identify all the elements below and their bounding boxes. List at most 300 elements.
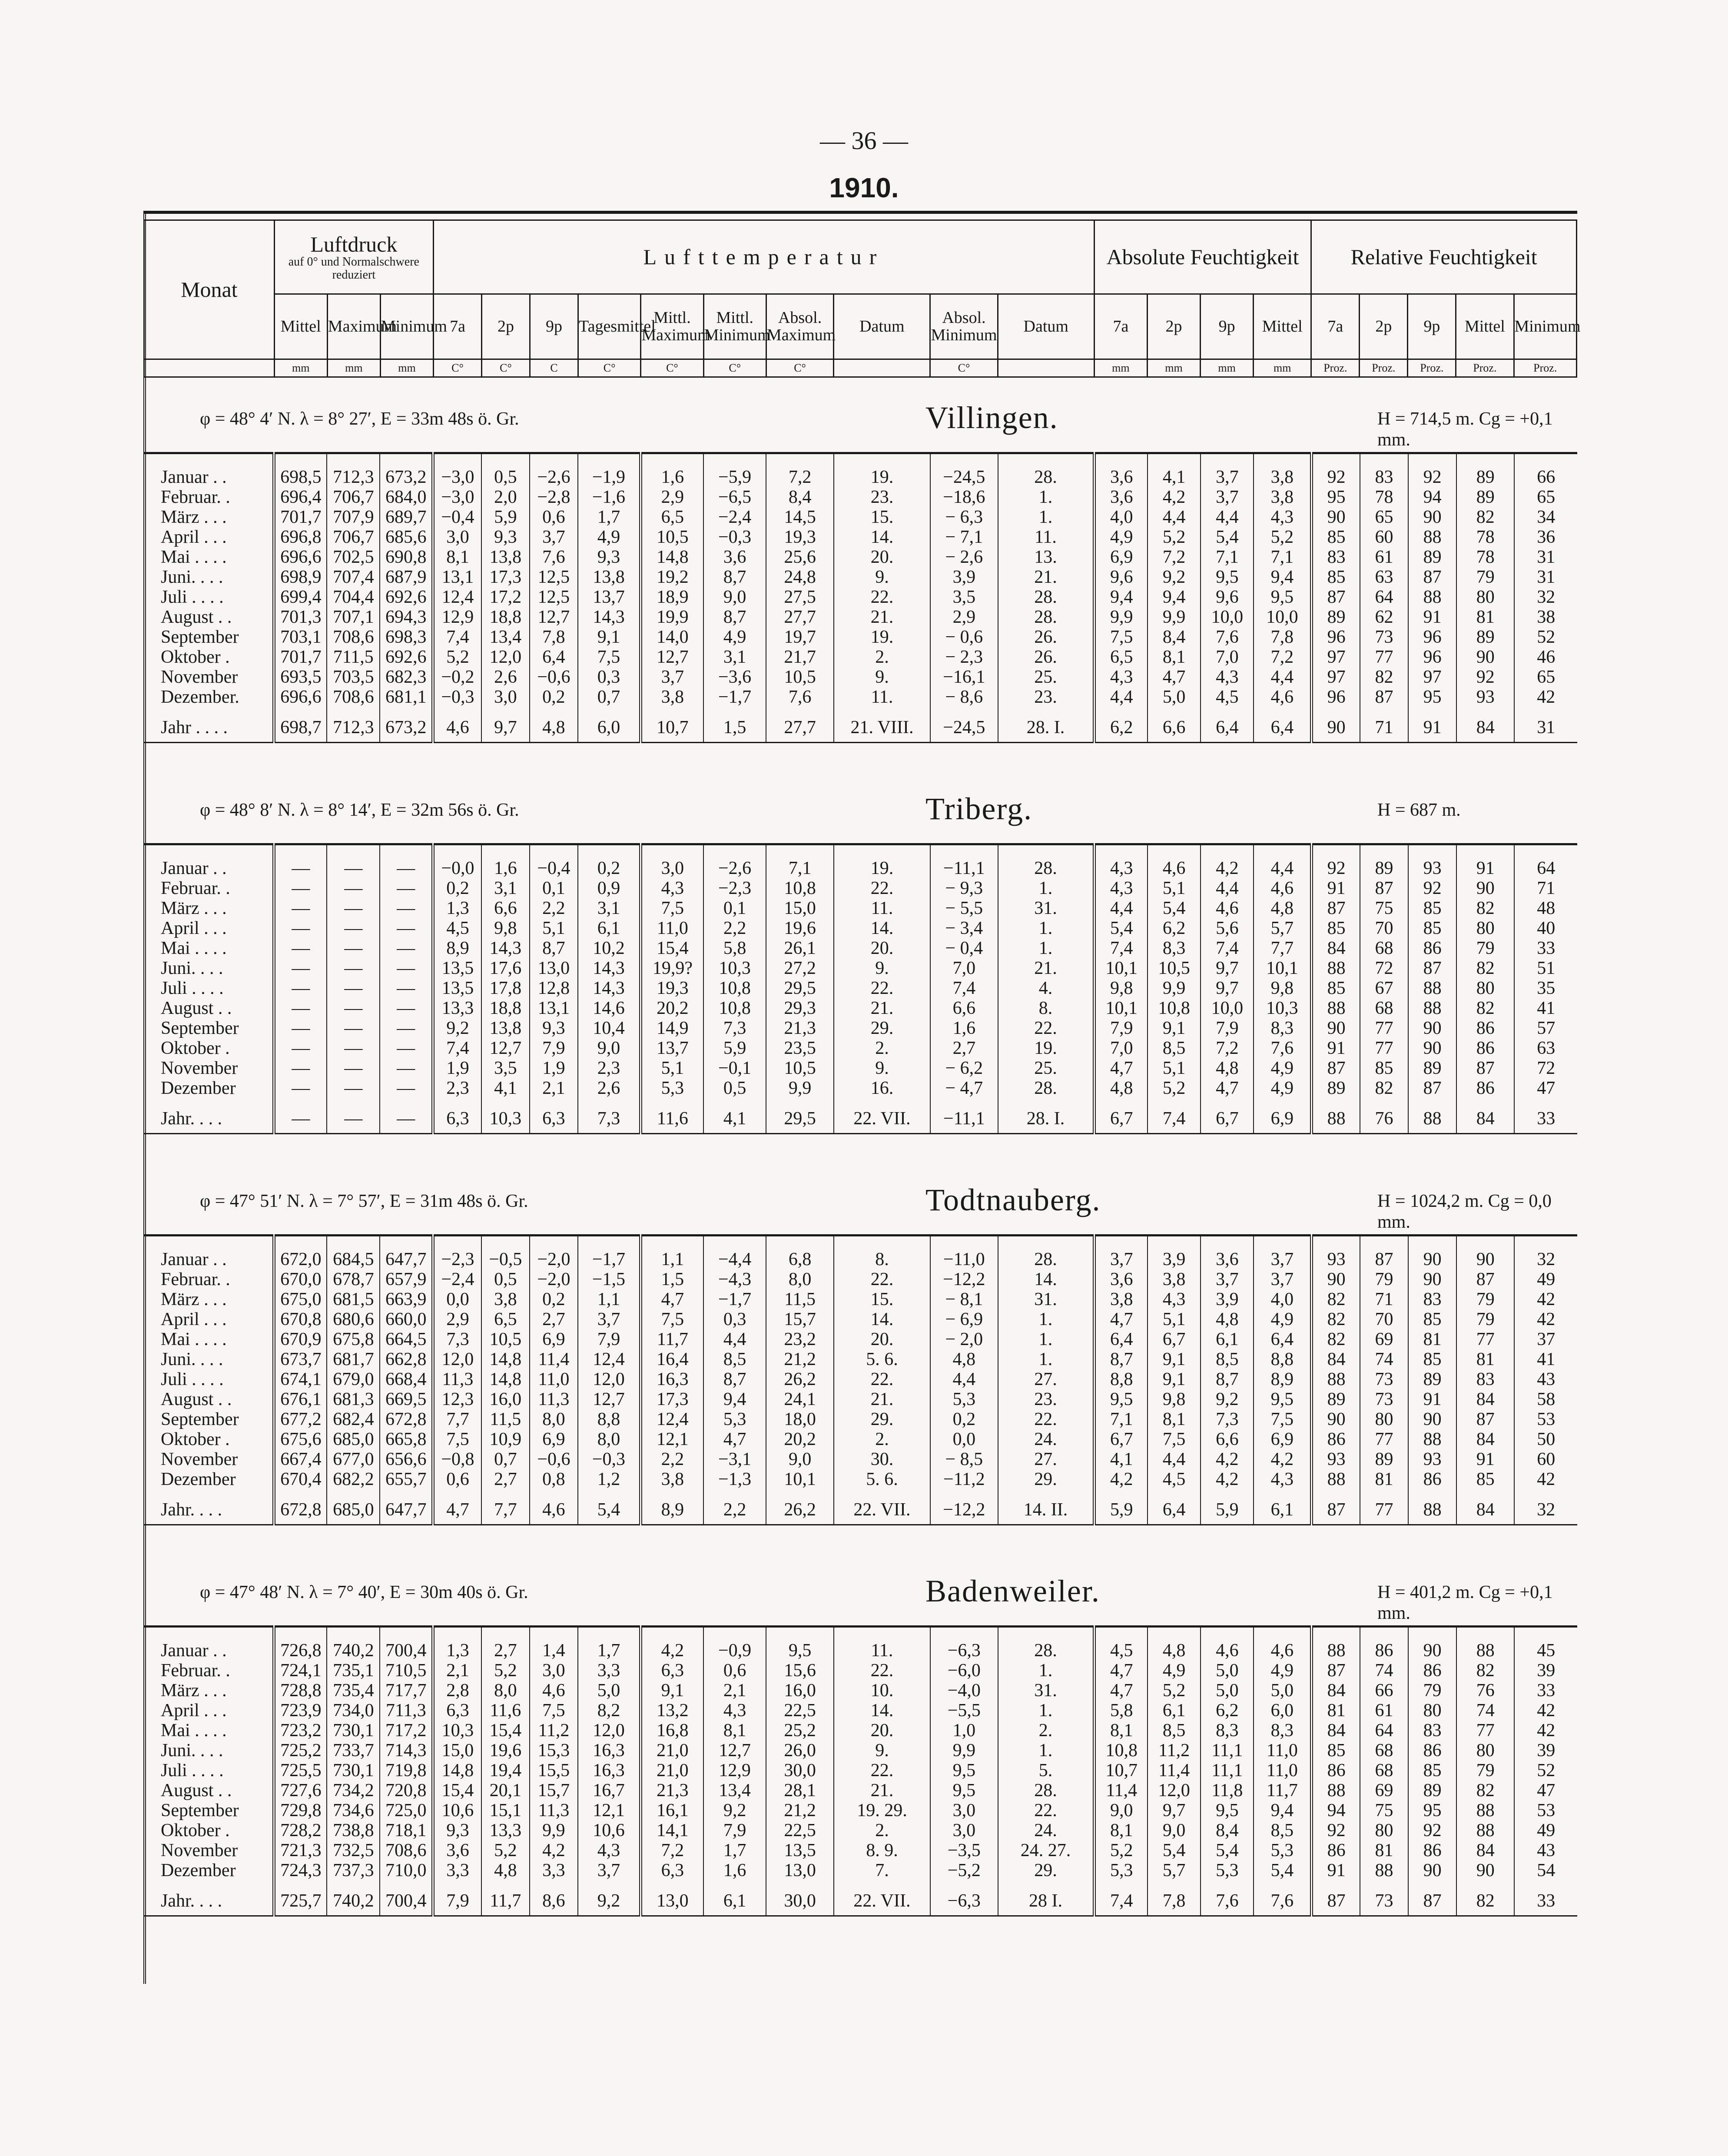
header-luftdruck-sub: auf 0° und Normalschwere reduziert bbox=[288, 255, 419, 282]
table-cell: − 0,6 bbox=[930, 627, 998, 647]
table-cell: 26,2 bbox=[766, 1489, 834, 1525]
table-cell: 9,2 bbox=[703, 1801, 766, 1820]
table-cell: 27. bbox=[998, 1449, 1095, 1469]
header-col: 2p bbox=[1360, 294, 1408, 359]
table-cell: 4,6 bbox=[1201, 898, 1254, 918]
header-unit: mm bbox=[1147, 359, 1200, 377]
table-cell: 82 bbox=[1312, 1329, 1360, 1349]
table-cell: 85 bbox=[1408, 1761, 1456, 1781]
table-cell: 23,5 bbox=[766, 1038, 834, 1058]
table-cell: 707,9 bbox=[327, 507, 380, 527]
table-cell: — bbox=[274, 1058, 327, 1078]
table-cell: 82 bbox=[1456, 507, 1514, 527]
table-cell: 36 bbox=[1514, 527, 1577, 547]
table-cell: 8,5 bbox=[703, 1349, 766, 1369]
table-cell: − 2,3 bbox=[930, 647, 998, 667]
table-cell: 15,7 bbox=[766, 1309, 834, 1329]
table-cell: 16,8 bbox=[640, 1721, 703, 1741]
table-cell: 91 bbox=[1456, 1449, 1514, 1469]
table-cell: 14. bbox=[834, 918, 930, 938]
table-cell: 2,2 bbox=[703, 918, 766, 938]
month-label: November bbox=[161, 667, 238, 687]
table-cell: 42 bbox=[1514, 687, 1577, 707]
table-cell: 7,8 bbox=[1254, 627, 1311, 647]
table-cell: 5,2 bbox=[1254, 527, 1311, 547]
table-cell: 88 bbox=[1312, 1627, 1360, 1661]
header-unit: C° bbox=[641, 359, 703, 377]
table-cell: 14,3 bbox=[578, 978, 640, 998]
table-cell: 15,4 bbox=[433, 1781, 481, 1801]
table-cell: 693,5 bbox=[274, 667, 327, 687]
table-cell: 5,1 bbox=[1148, 1058, 1201, 1078]
table-cell: 11,1 bbox=[1201, 1741, 1254, 1761]
table-cell: 86 bbox=[1408, 1840, 1456, 1860]
table-cell: 81 bbox=[1360, 1840, 1408, 1860]
table-cell: 4,1 bbox=[703, 1098, 766, 1134]
table-cell: − 8,6 bbox=[930, 687, 998, 707]
month-row bbox=[143, 453, 1577, 488]
table-cell: 725,7 bbox=[274, 1880, 327, 1916]
table-cell: 3,3 bbox=[578, 1661, 640, 1681]
table-cell: 15,4 bbox=[640, 938, 703, 958]
table-cell: 85 bbox=[1312, 1741, 1360, 1761]
month-label: November bbox=[161, 1449, 238, 1469]
table-cell: −2,4 bbox=[703, 507, 766, 527]
table-cell: 28. bbox=[998, 1627, 1095, 1661]
table-cell: — bbox=[380, 1078, 433, 1098]
table-cell: 14,9 bbox=[640, 1018, 703, 1038]
table-cell: 15,0 bbox=[433, 1741, 481, 1761]
table-cell: 5,3 bbox=[1201, 1860, 1254, 1880]
header-col: 7a bbox=[434, 294, 482, 359]
table-cell: 7,9 bbox=[578, 1329, 640, 1349]
table-cell: 1,1 bbox=[640, 1236, 703, 1270]
table-cell: 25. bbox=[998, 667, 1095, 687]
table-cell: − 2,6 bbox=[930, 547, 998, 567]
table-cell: 22. bbox=[834, 978, 930, 998]
table-cell: 4,2 bbox=[1201, 1469, 1254, 1489]
table-cell: 3,8 bbox=[1095, 1289, 1148, 1309]
table-cell: 82 bbox=[1456, 898, 1514, 918]
table-cell: 88 bbox=[1312, 1469, 1360, 1489]
table-cell: — bbox=[380, 938, 433, 958]
header-unit: C° bbox=[703, 359, 766, 377]
table-cell: 3,8 bbox=[640, 1469, 703, 1489]
table-cell: 5,2 bbox=[481, 1840, 530, 1860]
month-row bbox=[143, 1349, 1577, 1369]
table-cell: 647,7 bbox=[380, 1236, 433, 1270]
table-cell: 11,2 bbox=[530, 1721, 578, 1741]
table-cell: 34 bbox=[1514, 507, 1577, 527]
table-cell: 81 bbox=[1408, 1329, 1456, 1349]
table-cell: 696,6 bbox=[274, 547, 327, 567]
table-cell: 31. bbox=[998, 1681, 1095, 1701]
table-cell: 22. bbox=[998, 1801, 1095, 1820]
table-cell: 1. bbox=[998, 1349, 1095, 1369]
month-row bbox=[143, 918, 1577, 938]
month-label: August . . bbox=[161, 998, 232, 1018]
table-cell: 735,1 bbox=[327, 1661, 380, 1681]
header-col: Absol. Maximum bbox=[766, 294, 833, 359]
top-rule bbox=[143, 211, 1577, 214]
table-cell: 52 bbox=[1514, 627, 1577, 647]
table-cell: 5,9 bbox=[1095, 1489, 1148, 1525]
table-cell: 7,9 bbox=[1201, 1018, 1254, 1038]
table-cell: — bbox=[380, 998, 433, 1018]
table-cell: — bbox=[380, 878, 433, 898]
header-col: Mittl. Minimum bbox=[703, 294, 766, 359]
table-cell: 9,1 bbox=[1148, 1018, 1201, 1038]
table-cell: 7,6 bbox=[1201, 627, 1254, 647]
table-cell: 12,5 bbox=[530, 567, 578, 587]
table-cell: 21,0 bbox=[640, 1741, 703, 1761]
table-cell: −0,3 bbox=[578, 1449, 640, 1469]
table-cell: 5,4 bbox=[1254, 1860, 1311, 1880]
table-cell: 692,6 bbox=[380, 587, 433, 607]
table-cell: 14,6 bbox=[578, 998, 640, 1018]
table-cell: 5,8 bbox=[703, 938, 766, 958]
table-cell: 41 bbox=[1514, 998, 1577, 1018]
table-cell: 696,4 bbox=[274, 487, 327, 507]
table-cell: 20. bbox=[834, 1329, 930, 1349]
table-cell: 82 bbox=[1456, 1661, 1514, 1681]
table-cell: 81 bbox=[1456, 1349, 1514, 1369]
table-cell: − 8,1 bbox=[930, 1289, 998, 1309]
month-label: November bbox=[161, 1840, 238, 1860]
table-cell: 1,7 bbox=[578, 1627, 640, 1661]
table-cell: − 4,7 bbox=[930, 1078, 998, 1098]
table-cell: 4,0 bbox=[1095, 507, 1148, 527]
table-cell: 14,1 bbox=[640, 1820, 703, 1840]
table-cell: 4,6 bbox=[1201, 1627, 1254, 1661]
table-cell: −0,1 bbox=[703, 1058, 766, 1078]
table-cell: 10,8 bbox=[703, 998, 766, 1018]
table-cell: 6,9 bbox=[1254, 1098, 1311, 1134]
table-cell: 1. bbox=[998, 918, 1095, 938]
table-cell: 89 bbox=[1408, 547, 1456, 567]
table-cell: 90 bbox=[1408, 1269, 1456, 1289]
month-row bbox=[143, 1078, 1577, 1098]
table-cell: 8,3 bbox=[1254, 1018, 1311, 1038]
table-cell: 63 bbox=[1360, 567, 1408, 587]
table-cell: 90 bbox=[1312, 507, 1360, 527]
table-cell: 7,1 bbox=[1201, 547, 1254, 567]
table-cell: 719,8 bbox=[380, 1761, 433, 1781]
table-cell: 88 bbox=[1408, 998, 1456, 1018]
month-row bbox=[143, 1627, 1577, 1661]
table-cell: 84 bbox=[1312, 938, 1360, 958]
table-cell: 90 bbox=[1408, 1038, 1456, 1058]
table-cell: 681,5 bbox=[327, 1289, 380, 1309]
table-cell: 19,9 bbox=[640, 607, 703, 627]
station-triberg bbox=[143, 782, 1577, 1134]
station-header bbox=[143, 391, 1577, 452]
table-cell: 28. I. bbox=[998, 707, 1095, 743]
table-cell: −0,4 bbox=[433, 507, 481, 527]
table-cell: 23,2 bbox=[766, 1329, 834, 1349]
month-label: Jahr. . . . bbox=[161, 1109, 222, 1129]
table-cell: 6,7 bbox=[1201, 1098, 1254, 1134]
table-cell: 77 bbox=[1360, 1489, 1408, 1525]
header-unit: Proz. bbox=[1408, 359, 1456, 377]
table-cell: 6,1 bbox=[703, 1880, 766, 1916]
table-cell: 11. bbox=[998, 527, 1095, 547]
table-cell: 706,7 bbox=[327, 487, 380, 507]
table-cell: 7,8 bbox=[530, 627, 578, 647]
table-cell: 65 bbox=[1514, 487, 1577, 507]
table-cell: −0,0 bbox=[433, 844, 481, 879]
table-cell: 3,7 bbox=[578, 1309, 640, 1329]
table-cell: 90 bbox=[1456, 1860, 1514, 1880]
table-cell: 88 bbox=[1456, 1627, 1514, 1661]
table-cell: 5,3 bbox=[640, 1078, 703, 1098]
table-cell: 28. bbox=[998, 1781, 1095, 1801]
table-cell: 90 bbox=[1408, 507, 1456, 527]
header-unit: C° bbox=[578, 359, 641, 377]
table-cell: −0,6 bbox=[530, 1449, 578, 1469]
table-cell: 80 bbox=[1456, 978, 1514, 998]
table-cell: 735,4 bbox=[327, 1681, 380, 1701]
table-cell: 12,0 bbox=[578, 1721, 640, 1741]
table-cell: 6,3 bbox=[640, 1661, 703, 1681]
table-cell: 4,9 bbox=[1254, 1058, 1311, 1078]
table-cell: 22. bbox=[834, 878, 930, 898]
month-row bbox=[143, 1429, 1577, 1449]
table-cell: 14. bbox=[998, 1269, 1095, 1289]
table-cell: 685,6 bbox=[380, 527, 433, 547]
table-cell: 17,2 bbox=[481, 587, 530, 607]
table-cell: 83 bbox=[1408, 1721, 1456, 1741]
table-cell: −5,5 bbox=[930, 1701, 998, 1721]
table-cell: 14,8 bbox=[433, 1761, 481, 1781]
table-cell: 4,3 bbox=[640, 878, 703, 898]
table-cell: −1,3 bbox=[703, 1469, 766, 1489]
table-cell: 89 bbox=[1408, 1369, 1456, 1389]
table-cell: 725,2 bbox=[274, 1741, 327, 1761]
table-cell: 0,7 bbox=[578, 687, 640, 707]
table-cell: 19,6 bbox=[766, 918, 834, 938]
table-cell: 39 bbox=[1514, 1661, 1577, 1681]
table-cell: −11,1 bbox=[930, 844, 998, 879]
table-cell: 7,6 bbox=[530, 547, 578, 567]
table-cell: 86 bbox=[1408, 1469, 1456, 1489]
header-unit: C° bbox=[766, 359, 833, 377]
table-cell: 2,2 bbox=[640, 1449, 703, 1469]
table-cell: 6,0 bbox=[1254, 1701, 1311, 1721]
table-cell: 15,6 bbox=[766, 1661, 834, 1681]
month-row bbox=[143, 1269, 1577, 1289]
table-cell: 7,3 bbox=[703, 1018, 766, 1038]
table-cell: 4,5 bbox=[1095, 1627, 1148, 1661]
month-label: September bbox=[161, 1801, 239, 1820]
month-row bbox=[143, 938, 1577, 958]
table-cell: 88 bbox=[1408, 587, 1456, 607]
table-cell: 7,5 bbox=[530, 1701, 578, 1721]
table-cell: 13,2 bbox=[640, 1701, 703, 1721]
header-unit: Proz. bbox=[1311, 359, 1360, 377]
table-cell: 4,3 bbox=[1095, 667, 1148, 687]
table-cell: 689,7 bbox=[380, 507, 433, 527]
table-cell: 10,1 bbox=[1095, 998, 1148, 1018]
table-cell: 677,2 bbox=[274, 1409, 327, 1429]
table-cell: 682,2 bbox=[327, 1469, 380, 1489]
table-cell: 662,8 bbox=[380, 1349, 433, 1369]
table-cell: 79 bbox=[1408, 1681, 1456, 1701]
month-label: Januar . . bbox=[161, 467, 227, 487]
table-cell: 54 bbox=[1514, 1860, 1577, 1880]
station-coordinates: φ = 48° 4′ N. λ = 8° 27′, E = 33m 48s ö. Gr. bbox=[200, 409, 519, 429]
table-cell: 692,6 bbox=[380, 647, 433, 667]
table-cell: 670,8 bbox=[274, 1309, 327, 1329]
table-cell: 4,0 bbox=[1254, 1289, 1311, 1309]
table-cell: 2,9 bbox=[640, 487, 703, 507]
table-cell: 15. bbox=[834, 1289, 930, 1309]
table-cell: 9,7 bbox=[481, 707, 530, 743]
header-unit: mm bbox=[380, 359, 433, 377]
table-cell: 679,0 bbox=[327, 1369, 380, 1389]
header-unit: Proz. bbox=[1360, 359, 1408, 377]
table-cell: 4,7 bbox=[703, 1429, 766, 1449]
table-cell: −2,4 bbox=[433, 1269, 481, 1289]
table-cell: 70 bbox=[1360, 1309, 1408, 1329]
table-cell: 82 bbox=[1456, 998, 1514, 1018]
table-cell: 8,7 bbox=[530, 938, 578, 958]
table-cell: 79 bbox=[1360, 1269, 1408, 1289]
table-cell: 7,5 bbox=[433, 1429, 481, 1449]
table-cell: 15,0 bbox=[766, 898, 834, 918]
table-cell: 77 bbox=[1360, 647, 1408, 667]
table-cell: 32 bbox=[1514, 1489, 1577, 1525]
table-cell: 8,5 bbox=[1201, 1349, 1254, 1369]
table-cell: 8,2 bbox=[578, 1701, 640, 1721]
table-cell: 7. bbox=[834, 1860, 930, 1880]
month-label: April . . . bbox=[161, 1309, 227, 1329]
table-cell: — bbox=[380, 1038, 433, 1058]
station-name: Todtnauberg. bbox=[925, 1183, 1101, 1217]
table-cell: 4,3 bbox=[1148, 1289, 1201, 1309]
table-cell: 77 bbox=[1360, 1429, 1408, 1449]
table-cell: 3,7 bbox=[1254, 1236, 1311, 1270]
table-cell: 28. bbox=[998, 1236, 1095, 1270]
table-cell: 13,8 bbox=[481, 547, 530, 567]
table-cell: −0,3 bbox=[433, 687, 481, 707]
month-row bbox=[143, 627, 1577, 647]
table-cell: 685,0 bbox=[327, 1429, 380, 1449]
table-cell: 33 bbox=[1514, 1880, 1577, 1916]
table-cell: 82 bbox=[1312, 1289, 1360, 1309]
table-cell: 7,5 bbox=[640, 1309, 703, 1329]
header-col: Absol. Minimum bbox=[930, 294, 998, 359]
table-cell: 5,4 bbox=[1201, 1840, 1254, 1860]
table-cell: 675,6 bbox=[274, 1429, 327, 1449]
month-row bbox=[143, 878, 1577, 898]
month-row bbox=[143, 1038, 1577, 1058]
table-cell: 714,3 bbox=[380, 1741, 433, 1761]
month-row bbox=[143, 1058, 1577, 1078]
table-cell: 68 bbox=[1360, 1761, 1408, 1781]
table-cell: 4,5 bbox=[1148, 1469, 1201, 1489]
table-cell: 29,5 bbox=[766, 1098, 834, 1134]
table-cell: 726,8 bbox=[274, 1627, 327, 1661]
table-cell: 15,3 bbox=[530, 1741, 578, 1761]
table-cell: 91 bbox=[1312, 1038, 1360, 1058]
table-cell: 27. bbox=[998, 1369, 1095, 1389]
table-cell: 14. bbox=[834, 1701, 930, 1721]
table-cell: −11,0 bbox=[930, 1236, 998, 1270]
table-cell: 89 bbox=[1456, 627, 1514, 647]
table-cell: 4,3 bbox=[1254, 507, 1311, 527]
table-cell: 5,0 bbox=[578, 1681, 640, 1701]
table-cell: −5,9 bbox=[703, 453, 766, 488]
table-cell: 29. bbox=[998, 1469, 1095, 1489]
table-cell: 7,5 bbox=[578, 647, 640, 667]
table-cell: 11. bbox=[834, 1627, 930, 1661]
table-cell: 0,8 bbox=[530, 1469, 578, 1489]
table-cell: 53 bbox=[1514, 1801, 1577, 1820]
table-cell: 85 bbox=[1408, 1309, 1456, 1329]
table-cell: 89 bbox=[1408, 1058, 1456, 1078]
table-cell: −1,7 bbox=[703, 1289, 766, 1309]
table-cell: 87 bbox=[1360, 687, 1408, 707]
table-cell: 61 bbox=[1360, 1701, 1408, 1721]
table-cell: −12,2 bbox=[930, 1489, 998, 1525]
table-cell: 42 bbox=[1514, 1469, 1577, 1489]
table-cell: 2,7 bbox=[481, 1469, 530, 1489]
table-cell: 28. I. bbox=[998, 1098, 1095, 1134]
table-cell: −24,5 bbox=[930, 707, 998, 743]
table-cell: 71 bbox=[1360, 707, 1408, 743]
table-cell: 10,8 bbox=[703, 978, 766, 998]
table-cell: 2. bbox=[834, 1820, 930, 1840]
table-cell: 8,8 bbox=[1095, 1369, 1148, 1389]
table-cell: 51 bbox=[1514, 958, 1577, 978]
table-cell: 1,3 bbox=[433, 898, 481, 918]
table-cell: 7,8 bbox=[1148, 1880, 1201, 1916]
table-cell: 6,5 bbox=[640, 507, 703, 527]
header-unit: C° bbox=[434, 359, 482, 377]
table-cell: 5,3 bbox=[1095, 1860, 1148, 1880]
table-cell: 76 bbox=[1360, 1098, 1408, 1134]
table-cell: 65 bbox=[1360, 507, 1408, 527]
table-cell: 19,2 bbox=[640, 567, 703, 587]
month-row bbox=[143, 1018, 1577, 1038]
table-cell: 21. bbox=[834, 998, 930, 1018]
table-cell: −6,5 bbox=[703, 487, 766, 507]
table-cell: 656,6 bbox=[380, 1449, 433, 1469]
table-cell: 85 bbox=[1456, 1469, 1514, 1489]
table-cell: 3,0 bbox=[930, 1820, 998, 1840]
table-cell: 45 bbox=[1514, 1627, 1577, 1661]
month-row bbox=[143, 998, 1577, 1018]
table-cell: 6,4 bbox=[1148, 1489, 1201, 1525]
table-cell: 8,1 bbox=[1148, 647, 1201, 667]
header-columns-row bbox=[144, 294, 1577, 359]
table-cell: 27,7 bbox=[766, 607, 834, 627]
table-cell: 1. bbox=[998, 1329, 1095, 1349]
table-cell: 11,6 bbox=[481, 1701, 530, 1721]
table-cell: 8,1 bbox=[1095, 1721, 1148, 1741]
table-cell: 3,7 bbox=[640, 667, 703, 687]
table-cell: 90 bbox=[1408, 1018, 1456, 1038]
month-row bbox=[143, 1681, 1577, 1701]
table-cell: 8,6 bbox=[530, 1880, 578, 1916]
table-cell: 19,3 bbox=[640, 978, 703, 998]
table-cell: −4,0 bbox=[930, 1681, 998, 1701]
table-cell: 21. bbox=[998, 567, 1095, 587]
table-cell: 80 bbox=[1360, 1820, 1408, 1840]
table-cell: 12,5 bbox=[530, 587, 578, 607]
table-cell: 9,0 bbox=[766, 1449, 834, 1469]
